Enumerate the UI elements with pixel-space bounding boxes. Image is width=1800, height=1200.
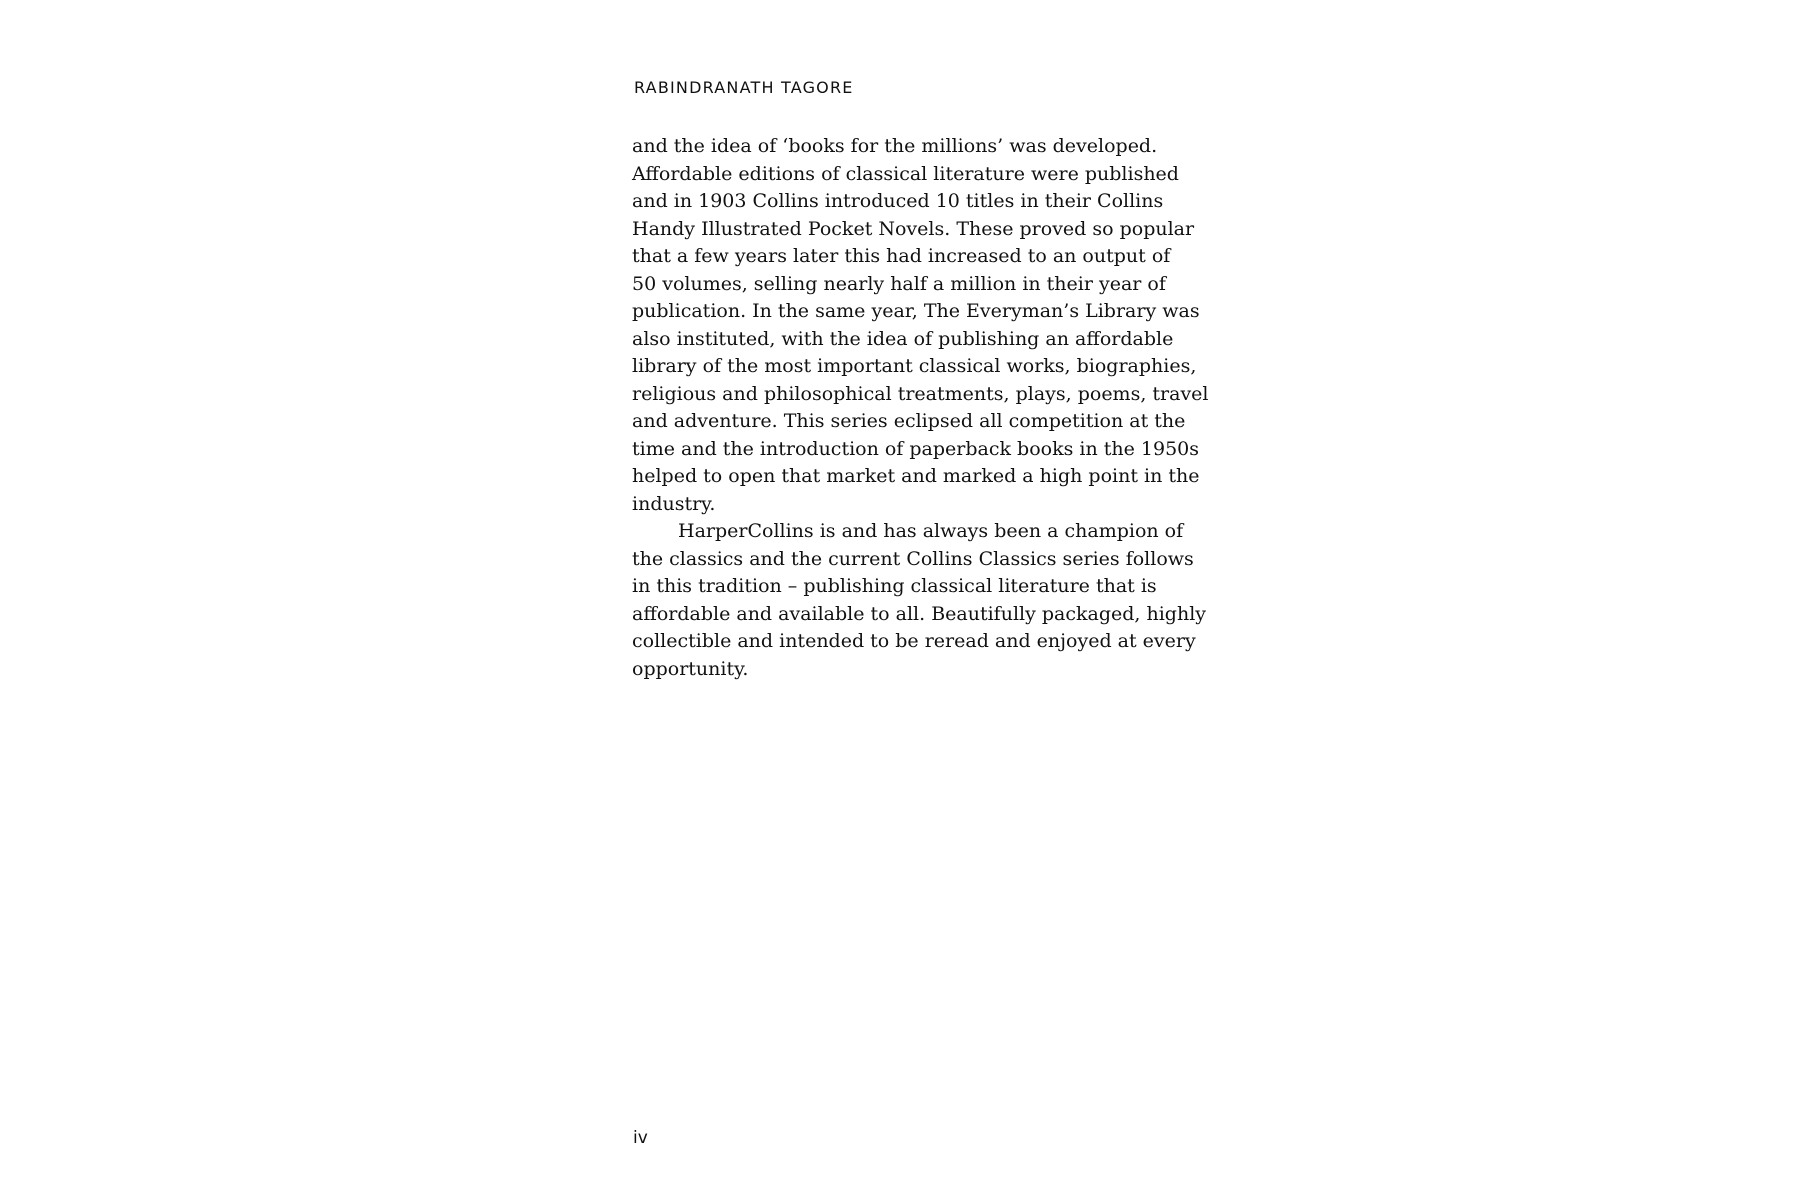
text-line: Affordable editions of classical literature were published (632, 162, 1179, 185)
book-page (632, 0, 1209, 1200)
text-line: opportunity. (632, 657, 749, 680)
text-line: and the idea of ‘books for the millions’ was developed. (632, 135, 1158, 157)
text-line: that a few years later this had increased to an output of (632, 245, 1171, 267)
text-line: religious and philosophical treatments, plays, poems, travel (632, 382, 1209, 405)
body-text (632, 133, 1209, 683)
running-head: RABINDRANATH TAGORE (634, 78, 854, 97)
text-line: the classics and the current Collins Classics series follows (632, 547, 1194, 570)
text-line: library of the most important classical works, biographies, (632, 355, 1197, 377)
text-line: affordable and available to all. Beautifully packaged, highly (632, 602, 1207, 625)
text-line: Handy Illustrated Pocket Novels. These proved so popular (632, 217, 1195, 240)
text-line: 50 volumes, selling nearly half a million in their year of (632, 272, 1166, 295)
text-line: time and the introduction of paperback books in the 1950s (632, 437, 1200, 460)
text-line: and in 1903 Collins introduced 10 titles in their Collins (632, 190, 1164, 212)
paragraph-2 (632, 518, 1207, 683)
text-line: in this tradition – publishing classical literature that is (632, 575, 1157, 597)
text-line: helped to open that market and marked a high point in the (632, 465, 1200, 487)
text-line: industry. (632, 492, 716, 515)
text-line: publication. In the same year, The Everyman’s Library was (632, 300, 1200, 322)
text-line: collectible and intended to be reread and enjoyed at every (632, 630, 1196, 652)
paragraph-1 (632, 133, 1209, 518)
text-line: and adventure. This series eclipsed all competition at the (632, 410, 1186, 432)
page-number: iv (633, 1128, 648, 1148)
text-line: also instituted, with the idea of publishing an affordable (632, 327, 1174, 350)
text-line: HarperCollins is and has always been a champion of (678, 520, 1184, 542)
